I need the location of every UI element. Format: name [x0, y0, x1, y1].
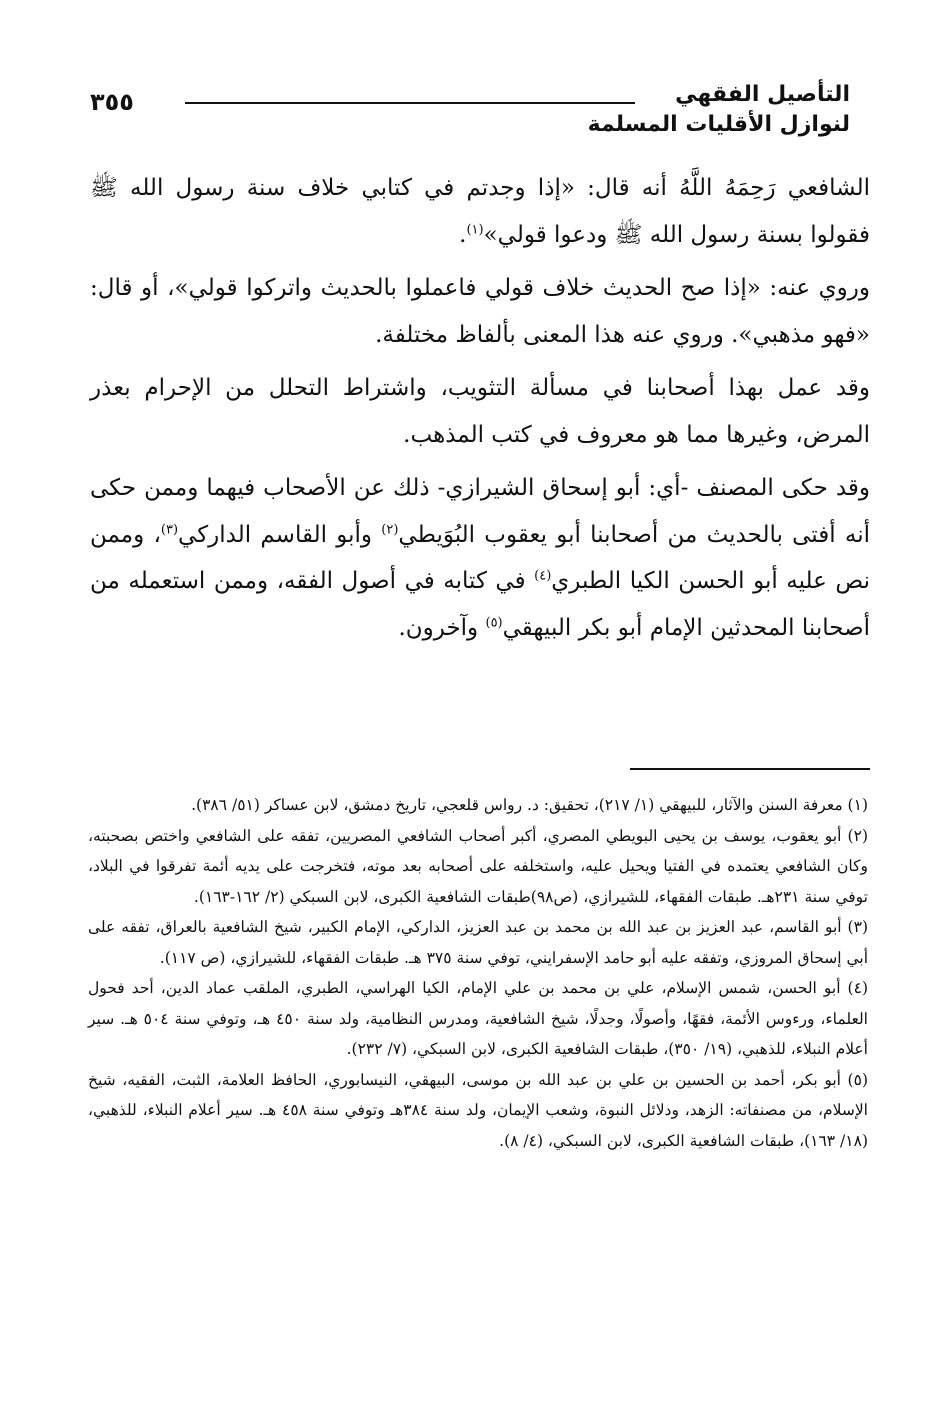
footnote-ref-3: (٣): [160, 521, 179, 537]
paragraph-1-text: الشافعي رَحِمَهُ اللَّهُ أنه قال: «إذا وجدتم في كتابي خلاف سنة رسول الله ﷺ فقولوا بسنة رسول الله ﷺ ودعوا قولي»: [90, 175, 870, 248]
paragraph-1-end: .: [459, 221, 467, 248]
footnote-ref-5: (٥): [485, 614, 503, 630]
paragraph-4-part-e: وآخرون.: [398, 614, 486, 641]
footnote-1: (١) معرفة السنن والآثار، للبيهقي (١/ ٢١٧)، تحقيق: د. رواس قلعجي، تاريخ دمشق، لابن عساكر (٥١/ ٣٨٦).: [191, 796, 868, 814]
footnote-2: (٢) أبو يعقوب، يوسف بن يحيى البويطي المصري، أكبر أصحاب الشافعي المصريين، تفقه على الشافعي واختص بصحبته، وكان الشافعي يعتمده في الفتيا ويحيل عليه، واستخلفه على أصحابه بعد موته، فتخرجت على يديه أئمة تفرقوا في البلاد، توفي سنة ٢٣١هـ. طبقات الفقهاء، للشيرازي، (ص٩٨)طبقات الشافعية الكبرى، لابن السبكي (٢/ ١٦٢-١٦٣).: [88, 826, 868, 906]
main-text: [90, 165, 870, 658]
page-number: ٣٥٥: [90, 88, 134, 116]
paragraph-4-part-d: في كتابه في أصول الفقه، وممن استعمله من أصحابنا المحدثين الإمام أبو بكر البيهقي: [90, 568, 870, 641]
header-rule: [185, 102, 635, 104]
footnote-3: (٣) أبو القاسم، عبد العزيز بن عبد الله بن محمد بن عبد العزيز، الداركي، الإمام الكبير، شيخ الشافعية بالعراق، تفقه على أبي إسحاق المروزي، وتفقه عليه أبو حامد الإسفرايني، توفي سنة ٣٧٥ هـ. طبقات الفقهاء، للشيرازي، (ص ١١٧).: [88, 918, 868, 967]
footnote-4: (٤) أبو الحسن، شمس الإسلام، علي بن محمد بن علي الإمام، الكيا الهراسي، الطبري، الملقب عماد الدين، أحد فحول العلماء، ورءوس الأئمة، فقهًا، وأصولًا، وجدلًا، شيخ الشافعية، ومدرس النظامية، ولد سنة ٤٥٠ هـ، وتوفي سنة ٥٠٤ هـ. سير أعلام النبلاء، للذهبي، (١٩/ ٣٥٠)، طبقات الشافعية الكبرى، لابن السبكي، (٧/ ٢٣٢).: [88, 979, 868, 1058]
book-title-line-1: التأصيل الفقهي: [675, 82, 850, 107]
paragraph-3: وقد عمل بهذا أصحابنا في مسألة التثويب، واشتراط التحلل من الإحرام بعذر المرض، وغيرها مما هو معروف في كتب المذهب.: [90, 375, 870, 448]
book-title-line-2: لنوازل الأقليات المسلمة: [587, 112, 850, 137]
footnote-ref-4: (٤): [534, 568, 552, 584]
paragraph-4-part-a: وقد حكى المصنف -أي: أبو إسحاق الشيرازي- ذلك عن الأصحاب فيهما وممن حكى أنه أفتى بالحديث من أصحابنا أبو يعقوب البُوَيطي: [90, 475, 870, 548]
running-header: [90, 70, 850, 150]
footnote-5: (٥) أبو بكر، أحمد بن الحسين بن علي بن عبد الله بن موسى، البيهقي، النيسابوري، الحافظ العلامة، الثبت، الفقيه، شيخ الإسلام، من مصنفاته: الزهد، ودلائل النبوة، وشعب الإيمان، ولد سنة ٣٨٤هـ وتوفي سنة ٤٥٨ هـ. سير أعلام النبلاء، للذهبي، (١٨/ ١٦٣)، طبقات الشافعية الكبرى، لابن السبكي، (٤/ ٨).: [88, 1070, 868, 1150]
footnote-ref-1: (١): [466, 221, 484, 237]
footnote-separator: [630, 768, 870, 770]
paragraph-4-part-b: وأبو القاسم الداركي: [178, 521, 382, 548]
paragraph-4-part-c: ، وممن نص عليه أبو الحسن الكيا الطبري: [90, 521, 870, 594]
footnote-ref-2: (٢): [381, 521, 399, 537]
paragraph-4: [90, 465, 870, 651]
paragraph-2: وروي عنه: «إذا صح الحديث خلاف قولي فاعملوا بالحديث واتركوا قولي»، أو قال: «فهو مذهبي». وروي عنه هذا المعنى بألفاظ مختلفة.: [90, 275, 870, 348]
paragraph-1: [90, 165, 870, 258]
footnotes: [88, 790, 868, 1156]
book-title: [588, 80, 850, 140]
